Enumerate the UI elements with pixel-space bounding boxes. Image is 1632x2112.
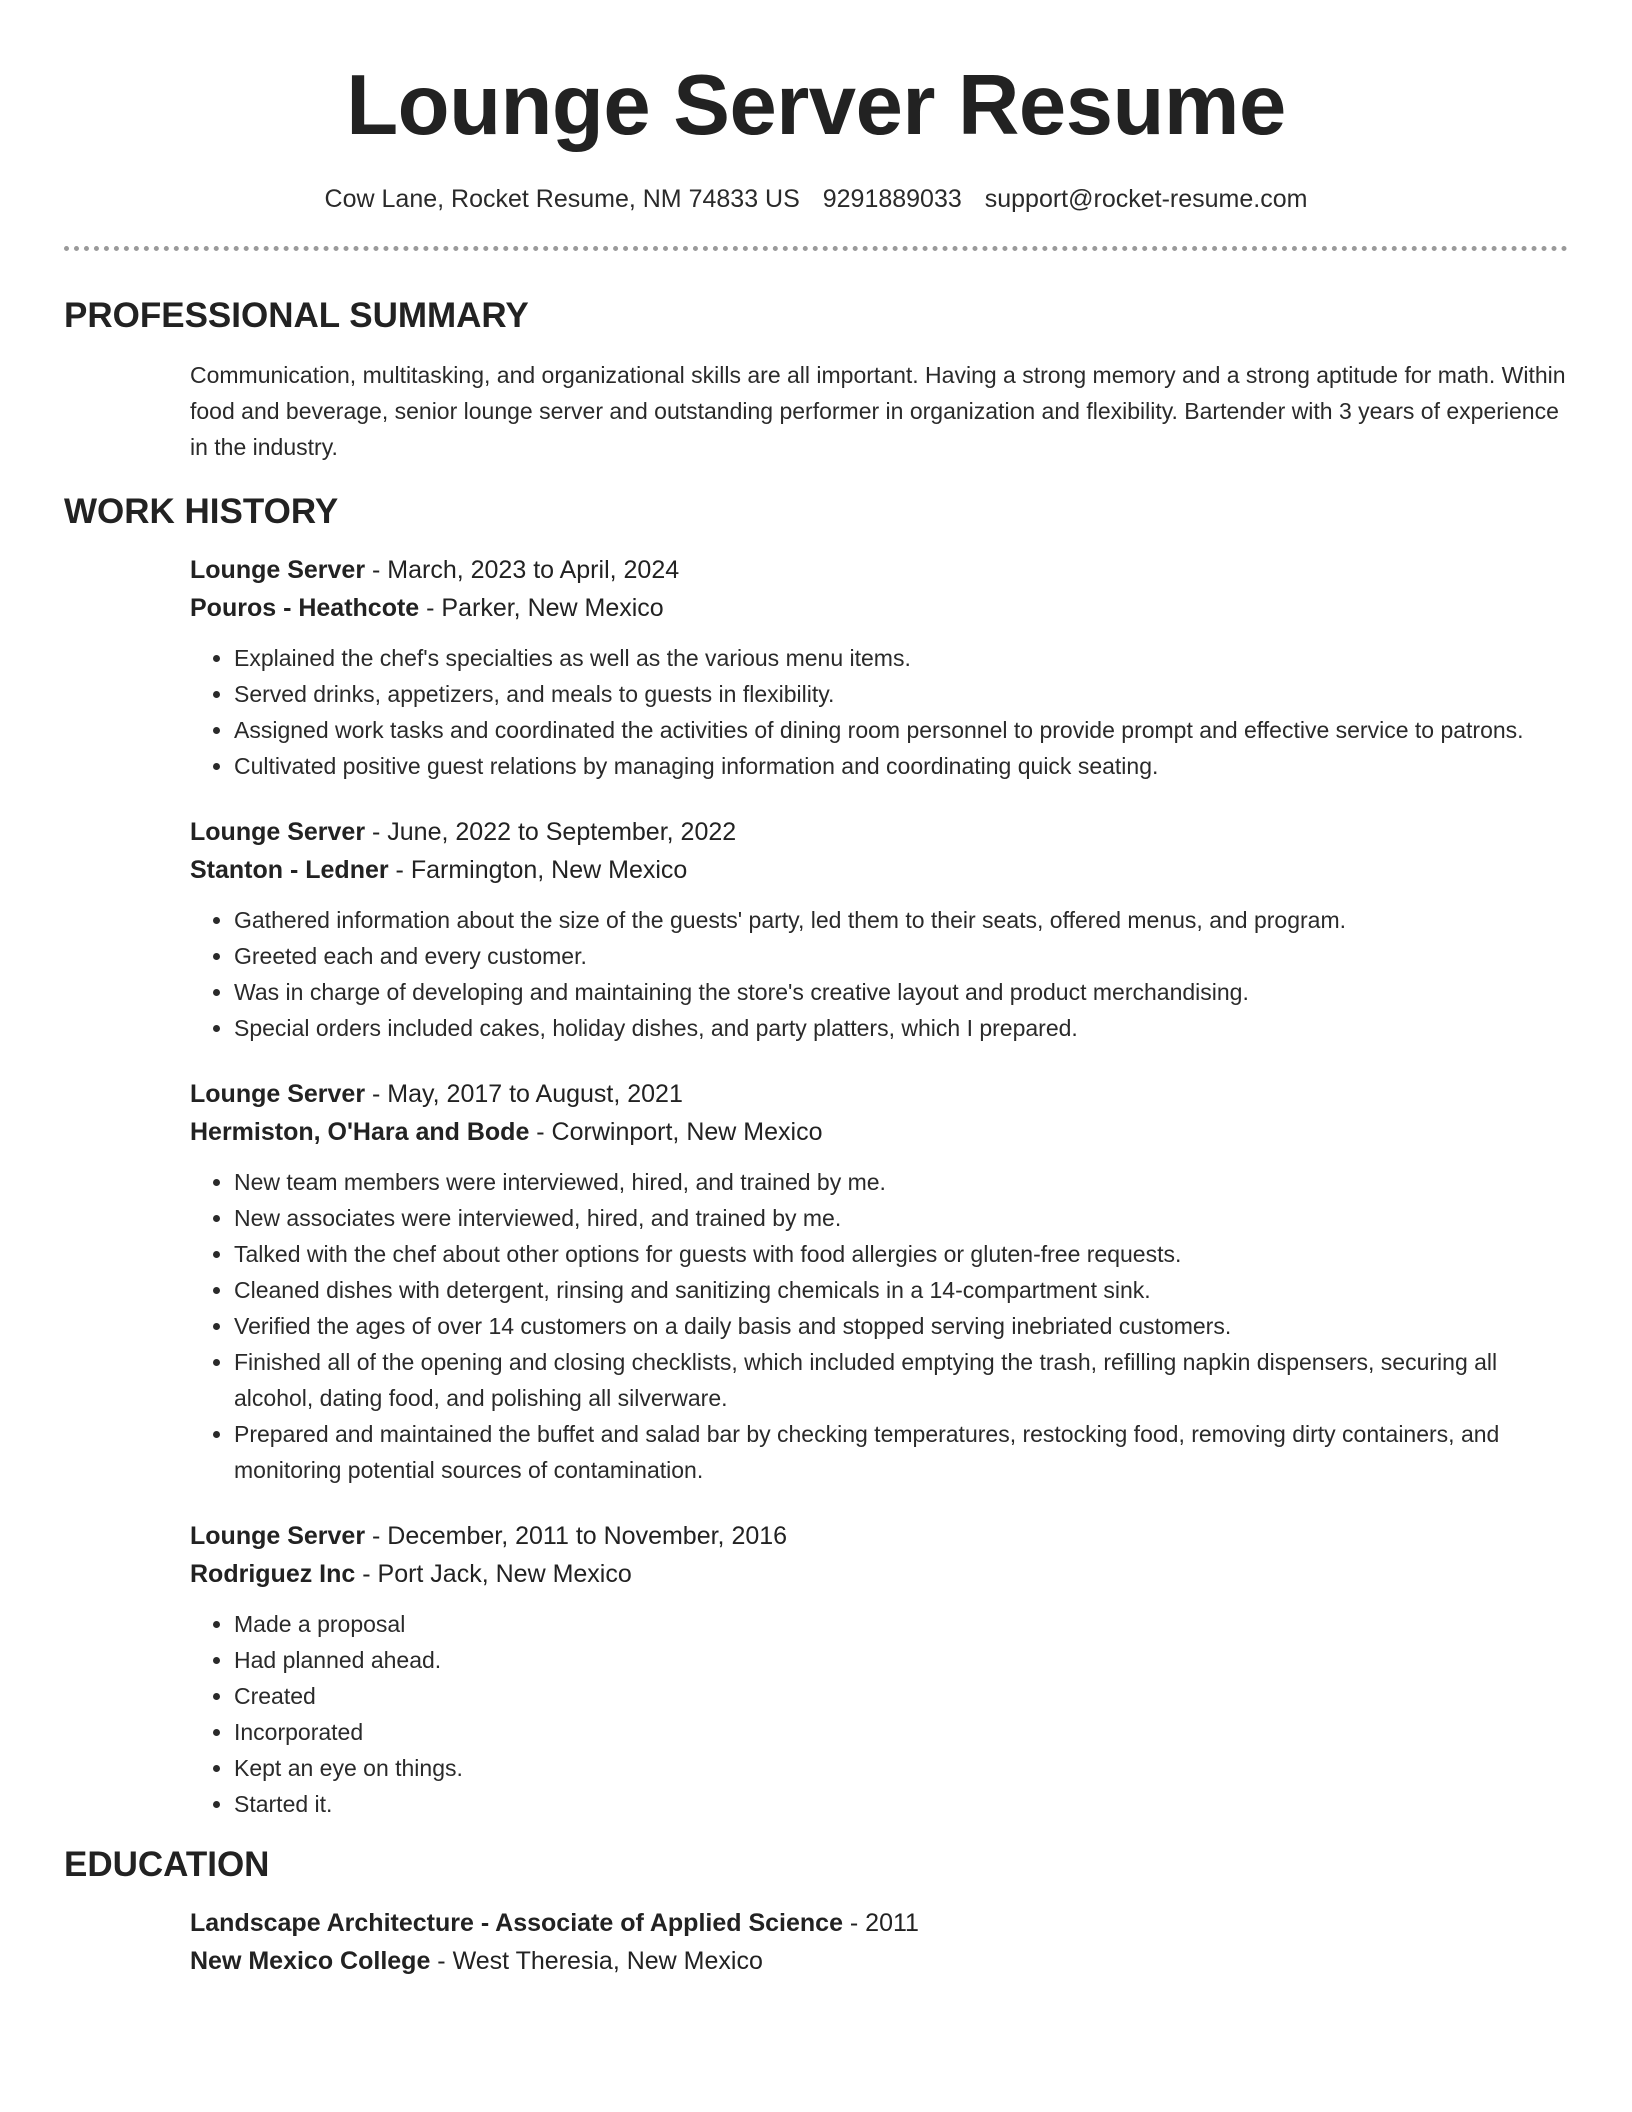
list-item: • Prepared and maintained the buffet and salad bar by checking temperatures, restocking food, removing dirty containers, and monitoring potential sources of contamination. xyxy=(234,1416,1568,1488)
list-item: • Explained the chef's specialties as well as the various menu items. xyxy=(234,640,1568,676)
job-company: Stanton - Ledner xyxy=(190,856,389,884)
education-heading: EDUCATION xyxy=(64,1845,270,1884)
job-location: - Corwinport, New Mexico xyxy=(529,1118,823,1146)
job-bullets xyxy=(190,902,1568,1046)
job-dates: - May, 2017 to August, 2021 xyxy=(365,1080,683,1108)
education-school-line xyxy=(190,1942,1568,1980)
job-location: - Farmington, New Mexico xyxy=(388,856,688,884)
list-item: • Greeted each and every customer. xyxy=(234,938,1568,974)
job-entry xyxy=(190,551,1568,784)
job-bullets xyxy=(190,640,1568,784)
job-bullets xyxy=(190,1606,1568,1822)
list-item: • Served drinks, appetizers, and meals to guests in flexibility. xyxy=(234,676,1568,712)
job-title-line xyxy=(190,1517,1568,1555)
education-year: - 2011 xyxy=(842,1909,919,1937)
header-divider xyxy=(64,246,1568,251)
job-company-line xyxy=(190,589,1568,627)
job-company: Rodriguez Inc xyxy=(190,1560,356,1588)
job-dates: - June, 2022 to September, 2022 xyxy=(365,818,737,846)
job-company-line xyxy=(190,1555,1568,1593)
list-item: • Created xyxy=(234,1678,1568,1714)
list-item: • Cultivated positive guest relations by managing information and coordinating quick seating. xyxy=(234,748,1568,784)
education-location: - West Theresia, New Mexico xyxy=(430,1947,763,1975)
job-title: Lounge Server xyxy=(190,1080,366,1108)
list-item: • Cleaned dishes with detergent, rinsing and sanitizing chemicals in a 14-compartment sink. xyxy=(234,1272,1568,1308)
work-history-heading: WORK HISTORY xyxy=(64,492,339,531)
job-company-line xyxy=(190,1113,1568,1151)
job-company-line xyxy=(190,851,1568,889)
work-history-section xyxy=(190,551,1568,1822)
list-item: • Assigned work tasks and coordinated the activities of dining room personnel to provide prompt and effective service to patrons. xyxy=(234,712,1568,748)
summary-text: Communication, multitasking, and organizational skills are all important. Having a strong memory and a strong aptitude for math. Within food and beverage, senior lounge server and outstanding performer in organization and flexibility. Bartender with 3 years of experience in the industry. xyxy=(190,362,1566,460)
job-entry xyxy=(190,813,1568,1046)
contact-line xyxy=(64,184,1568,214)
education-degree: Landscape Architecture - Associate of Applied Science xyxy=(190,1909,843,1937)
education-school: New Mexico College xyxy=(190,1947,431,1975)
contact-phone: 9291889033 xyxy=(822,185,962,213)
job-title: Lounge Server xyxy=(190,1522,366,1550)
job-title-line xyxy=(190,551,1568,589)
summary-section xyxy=(190,357,1568,465)
list-item: • Was in charge of developing and maintaining the store's creative layout and product merchandising. xyxy=(234,974,1568,1010)
list-item: • Started it. xyxy=(234,1786,1568,1822)
list-item: • Gathered information about the size of the guests' party, led them to their seats, offered menus, and program. xyxy=(234,902,1568,938)
list-item: • Kept an eye on things. xyxy=(234,1750,1568,1786)
job-company: Hermiston, O'Hara and Bode xyxy=(190,1118,530,1146)
list-item: • New team members were interviewed, hired, and trained by me. xyxy=(234,1164,1568,1200)
list-item: • New associates were interviewed, hired, and trained by me. xyxy=(234,1200,1568,1236)
education-section xyxy=(190,1904,1568,1980)
job-location: - Port Jack, New Mexico xyxy=(355,1560,632,1588)
contact-address: Cow Lane, Rocket Resume, NM 74833 US xyxy=(324,185,800,213)
list-item: • Incorporated xyxy=(234,1714,1568,1750)
job-entry xyxy=(190,1517,1568,1822)
list-item: • Made a proposal xyxy=(234,1606,1568,1642)
list-item: • Verified the ages of over 14 customers on a daily basis and stopped serving inebriated customers. xyxy=(234,1308,1568,1344)
job-company: Pouros - Heathcote xyxy=(190,594,420,622)
job-bullets xyxy=(190,1164,1568,1488)
list-item: • Special orders included cakes, holiday dishes, and party platters, which I prepared. xyxy=(234,1010,1568,1046)
list-item: • Finished all of the opening and closing checklists, which included emptying the trash, refilling napkin dispensers, securing all alcohol, dating food, and polishing all silverware. xyxy=(234,1344,1568,1416)
education-entry xyxy=(190,1904,1568,1980)
contact-email: support@rocket-resume.com xyxy=(984,185,1308,213)
job-entry xyxy=(190,1075,1568,1488)
resume-title: Lounge Server Resume xyxy=(346,58,1286,153)
job-title-line xyxy=(190,813,1568,851)
job-title: Lounge Server xyxy=(190,556,366,584)
job-title-line xyxy=(190,1075,1568,1113)
job-title: Lounge Server xyxy=(190,818,366,846)
summary-heading: PROFESSIONAL SUMMARY xyxy=(64,296,529,335)
education-degree-line xyxy=(190,1904,1568,1942)
job-dates: - December, 2011 to November, 2016 xyxy=(365,1522,788,1550)
job-location: - Parker, New Mexico xyxy=(419,594,664,622)
list-item: • Had planned ahead. xyxy=(234,1642,1568,1678)
job-dates: - March, 2023 to April, 2024 xyxy=(365,556,680,584)
list-item: • Talked with the chef about other options for guests with food allergies or gluten-free requests. xyxy=(234,1236,1568,1272)
